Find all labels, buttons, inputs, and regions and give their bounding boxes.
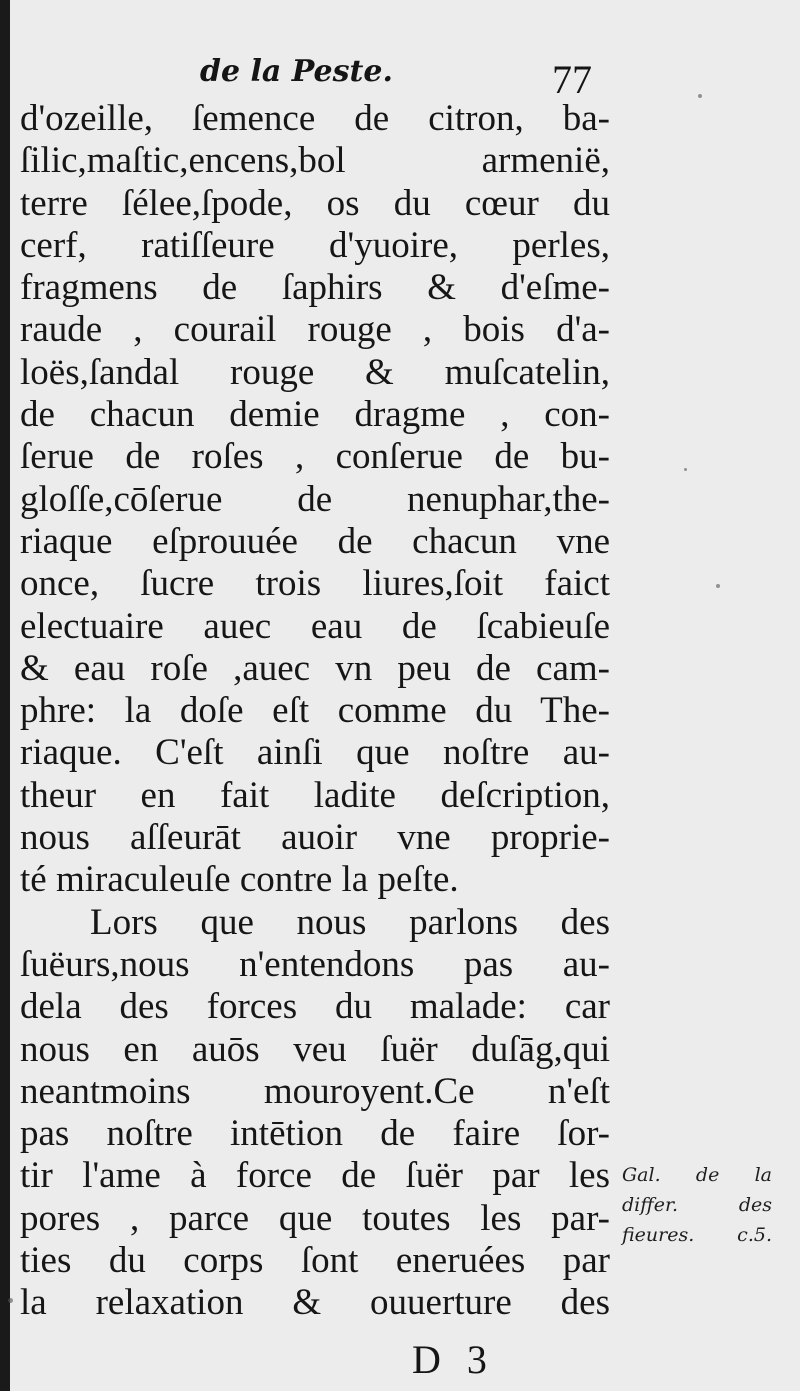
margin-note	[622, 1160, 772, 1250]
text-line: tir l'ame à force de ſuër par les	[20, 1155, 610, 1197]
text-line: neantmoins mouroyent.Ce n'eſt	[20, 1070, 610, 1112]
margin-note-line: fieures. c.5.	[622, 1224, 772, 1246]
text-line: once, ſucre trois liures,ſoit faict	[20, 563, 610, 605]
running-title: de la Peste.	[200, 54, 393, 89]
text-line: ſuëurs,nous n'entendons pas au-	[20, 943, 610, 985]
text-line: electuaire auec eau de ſcabieuſe	[20, 605, 610, 647]
text-line: de chacun demie dragme , con-	[20, 394, 610, 436]
ink-speck	[698, 94, 702, 98]
text-line: pores , parce que toutes les par-	[20, 1197, 610, 1239]
text-line: d'ozeille, ſemence de citron, ba-	[20, 98, 610, 139]
text-line: raude , courail rouge , bois d'a-	[20, 309, 610, 351]
text-line: la relaxation & ouuerture des	[20, 1282, 610, 1324]
signature-mark: D 3	[412, 1337, 495, 1382]
text-line: ſerue de roſes , conſerue de bu-	[20, 436, 610, 478]
text-line: gloſſe,cōſerue de nenuphar,the-	[20, 478, 610, 520]
text-line: dela des forces du malade: car	[20, 986, 610, 1028]
text-line: riaque eſprouuée de chacun vne	[20, 520, 610, 562]
text-line: riaque. C'eſt ainſi que noſtre au-	[20, 732, 610, 774]
margin-note-line: Gal. de la	[622, 1164, 772, 1186]
paragraph-start-line: Lors que nous parlons des	[90, 901, 610, 943]
body-text	[20, 98, 610, 1325]
text-line: phre: la doſe eſt comme du The-	[20, 690, 610, 732]
text-line: nous en auōs veu ſuër duſāg,qui	[20, 1028, 610, 1070]
text-line: pas noſtre intētion de faire ſor-	[20, 1113, 610, 1155]
text-line: nous aſſeurāt auoir vne proprie-	[20, 817, 610, 859]
paragraph-end-line: té miraculeuſe contre la peſte.	[20, 859, 459, 901]
text-line: theur en fait ladite deſcription,	[20, 774, 610, 816]
ink-speck	[716, 584, 720, 588]
text-line: terre ſélee,ſpode, os du cœur du	[20, 182, 610, 224]
text-line: fragmens de ſaphirs & d'eſme-	[20, 267, 610, 309]
text-line: cerf, ratiſſeure d'yuoire, perles,	[20, 224, 610, 266]
page-number: 77	[552, 57, 592, 102]
page-gutter-shadow	[0, 0, 10, 1391]
margin-note-line: differ. des	[622, 1194, 772, 1216]
ink-speck	[684, 468, 687, 471]
text-line: ſilic,maſtic,encens,bol armenië,	[20, 140, 610, 182]
text-line: & eau roſe ,auec vn peu de cam-	[20, 647, 610, 689]
text-line: ties du corps ſont eneruées par	[20, 1240, 610, 1282]
text-line: loës,ſandal rouge & muſcatelin,	[20, 351, 610, 393]
page-header	[200, 52, 600, 102]
ink-speck	[8, 1298, 13, 1303]
